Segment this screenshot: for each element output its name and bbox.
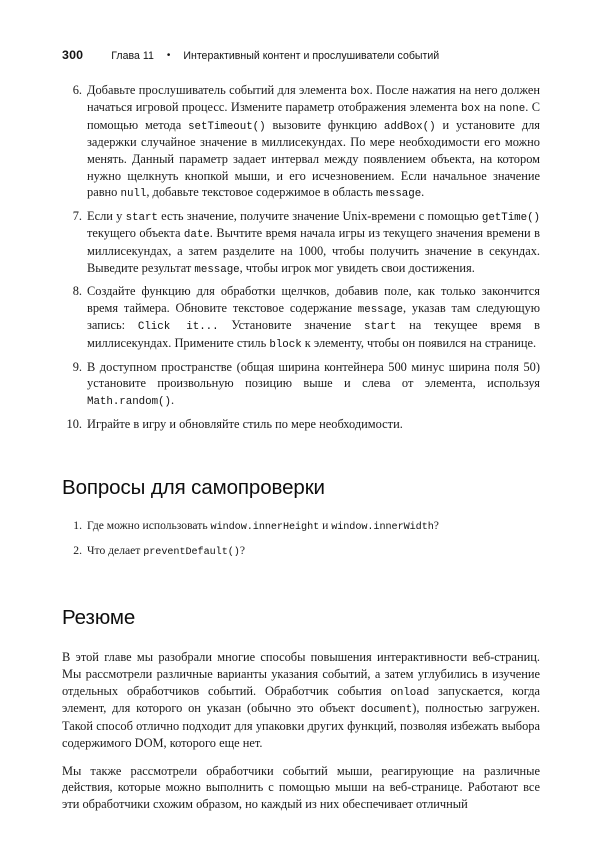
list-item-number: 9. xyxy=(72,359,82,374)
list-item-number: 2. xyxy=(73,543,82,557)
inline-code: Click it... xyxy=(137,321,219,334)
inline-code: box xyxy=(350,86,370,98)
spacer xyxy=(62,433,540,477)
chapter-title: Интерактивный контент и прослушиватели событий xyxy=(183,50,440,62)
inline-code: message xyxy=(357,304,403,317)
list-item xyxy=(62,543,540,560)
inline-code: date xyxy=(183,229,210,242)
list-item xyxy=(62,518,540,535)
list-item xyxy=(62,416,540,433)
chapter-label: Глава 11 xyxy=(111,50,154,62)
inline-code: start xyxy=(125,212,158,225)
list-item-text: Если у start есть значение, получите значение Unix-времени с помощью getTime() текущего объекта date. Вычтите время начала игры из текущего значения времени в миллисекундах, а затем разделите на 1000, чтобы получить значение в секундах. Выведите результат message, чтобы игрок мог увидеть свои достижения. xyxy=(87,209,540,276)
exercise-steps-list xyxy=(62,82,540,433)
list-item-text: В доступном пространстве (общая ширина контейнера 500 минус ширина поля 50) установите произвольную позицию выше и слева от элемента, используя Math.random(). xyxy=(87,359,540,409)
list-item-number: 7. xyxy=(72,209,82,224)
inline-code: message xyxy=(194,263,240,276)
inline-code: addBox() xyxy=(383,120,436,133)
inline-code: box xyxy=(460,103,481,116)
list-item-text: Играйте в игру и обновляйте стиль по мере необходимости. xyxy=(87,416,403,431)
paragraph: Мы также рассмотрели обработчики событий мыши, реагирующие на различные действия, которые можно выполнить с помощью мыши на веб-странице. Работают все эти обработчики схожим образом, но каждый из них обеспечивает отличный xyxy=(62,763,540,812)
summary-body xyxy=(62,649,540,813)
inline-code: window.innerWidth xyxy=(331,522,434,534)
inline-code: getTime() xyxy=(481,212,540,225)
running-header xyxy=(62,48,540,62)
list-item-number: 1. xyxy=(73,519,82,533)
spacer xyxy=(62,499,540,518)
summary-heading: Резюме xyxy=(62,606,136,630)
list-item xyxy=(62,359,540,410)
inline-code: preventDefault() xyxy=(143,546,240,558)
list-item-number: 10. xyxy=(66,416,82,431)
self-check-heading: Вопросы для самопроверки xyxy=(62,475,325,499)
self-check-list xyxy=(62,518,540,559)
inline-code: none xyxy=(499,103,526,116)
spacer xyxy=(62,630,540,649)
list-item-text: Создайте функцию для обработки щелчков, добавив поле, как только закончится время таймера. Обновите текстовое содержание message, указав там следующую запись: Click it... Установите значение start на текущее время в миллисекундах. Примените стиль block к элементу, чтобы он появился на странице. xyxy=(87,284,541,351)
page-number: 300 xyxy=(62,48,84,62)
list-item xyxy=(62,82,540,202)
inline-code: onload xyxy=(390,686,430,699)
spacer xyxy=(62,567,540,607)
list-item xyxy=(62,208,540,277)
paragraph: В этой главе мы разобрали многие способы повышения интерактивности веб-страниц. Мы рассмотрели различные варианты указания событий, а затем углубились в изучение отдельных обработчиков событий. Обработчик события onload запускается, когда элемент, для которого он указан (обычно это объект document), полностью загружен. Такой способ отлично подходит для упаковки других функций, позволяя избежать выбора содержимого DOM, которого еще нет. xyxy=(62,650,540,750)
inline-code: setTimeout() xyxy=(188,120,266,133)
inline-code: window.innerHeight xyxy=(210,522,320,534)
inline-code: message xyxy=(375,188,422,201)
inline-code: Math.random() xyxy=(87,396,171,409)
list-item xyxy=(62,283,540,352)
inline-code: document xyxy=(360,704,413,717)
list-item-text: Что делает preventDefault()? xyxy=(87,543,245,558)
bullet-separator-icon: • xyxy=(166,50,171,61)
list-item-number: 6. xyxy=(72,83,82,97)
page-content xyxy=(62,82,540,813)
list-item-text: Где можно использовать window.innerHeight и window.innerWidth? xyxy=(87,519,439,534)
list-item-number: 8. xyxy=(72,284,82,299)
inline-code: null xyxy=(120,188,147,201)
list-item-text: Добавьте прослушиватель событий для элемента box. После нажатия на него должен начаться игровой процесс. Измените параметр отображения элемента box на none. С помощью метода setTimeout() вызовите функцию addBox() и установите для задержки случайное значение в миллисекундах. По мере необходимости его можно менять. Данный параметр задает интервал между появлением объекта, на котором нужно щелкнуть кнопкой мыши, и его исчезновением. Если начальное значение равно null, добавьте текстовое содержимое в область message. xyxy=(87,83,540,201)
inline-code: start xyxy=(364,321,397,334)
inline-code: block xyxy=(269,338,302,351)
